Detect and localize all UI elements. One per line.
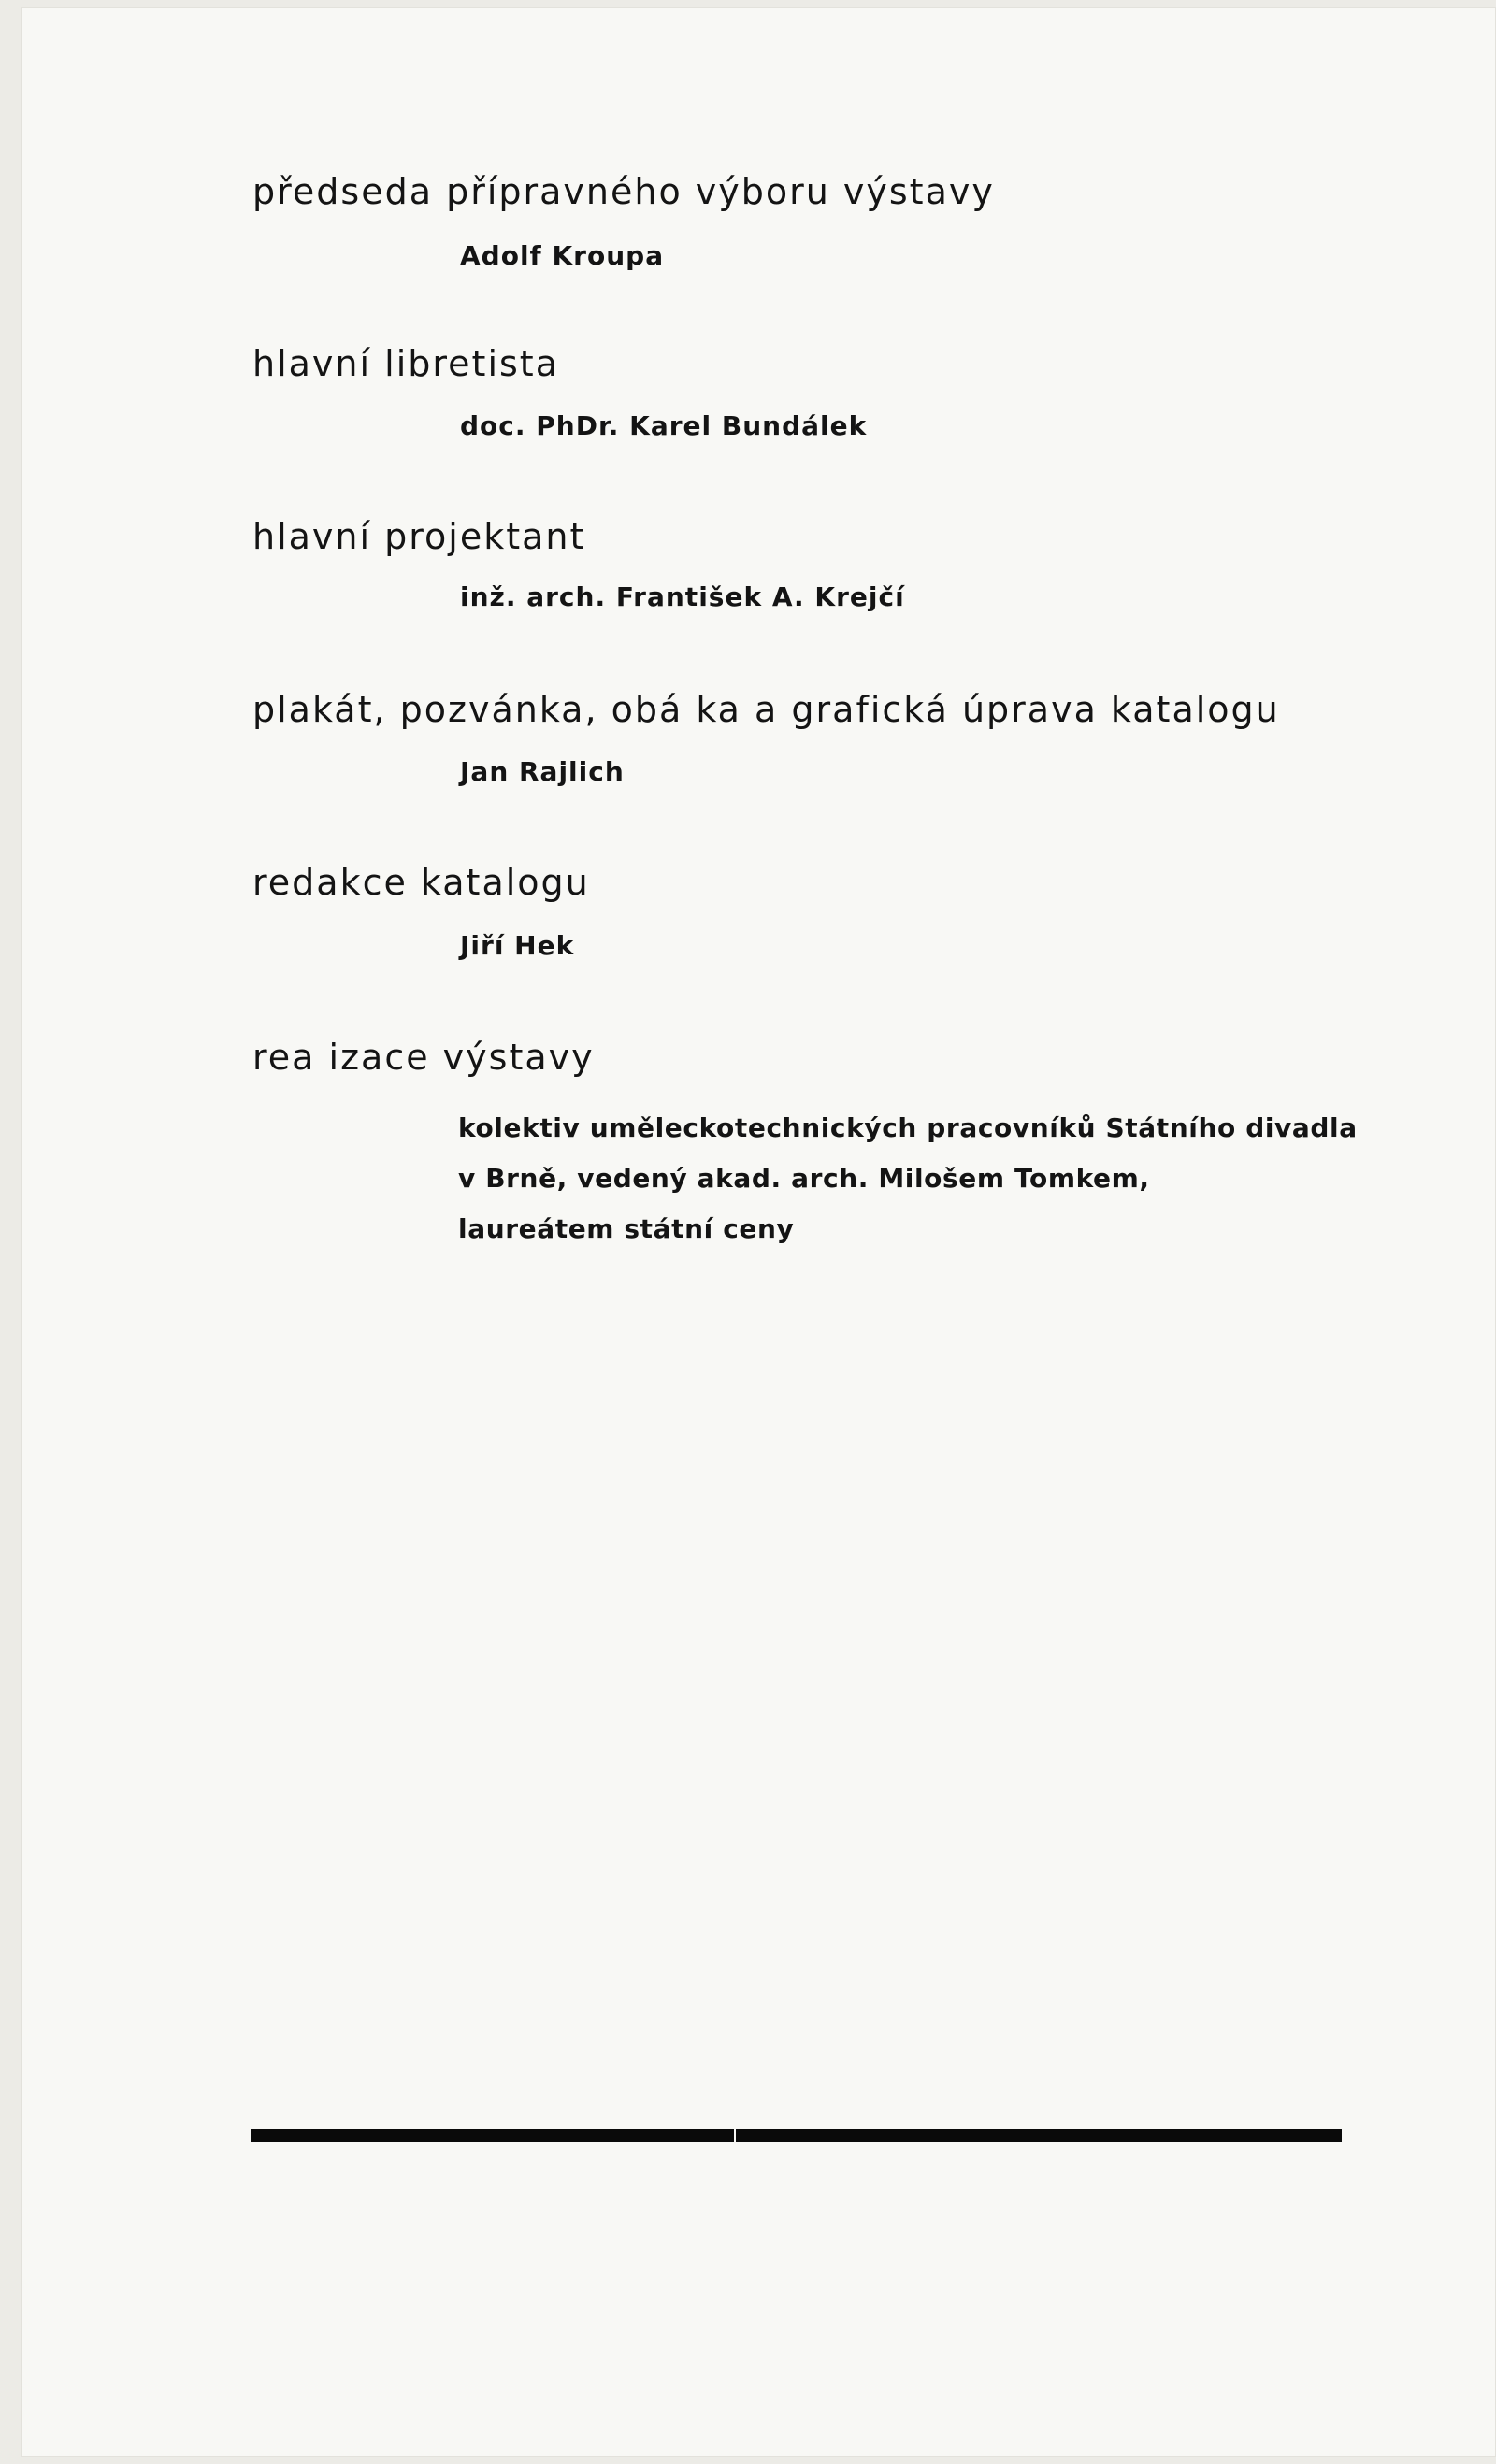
role-chief-designer: hlavní projektant bbox=[252, 516, 586, 557]
role-chief-librettist: hlavní libretista bbox=[252, 343, 559, 384]
person-catalog-editor: Jiří Hek bbox=[460, 930, 575, 961]
role-exhibition-realization: rea izace výstavy bbox=[252, 1037, 595, 1078]
decorative-rule-left bbox=[251, 2129, 734, 2142]
person-chief-designer: inž. arch. František A. Krejčí bbox=[460, 581, 905, 612]
person-exhibition-committee-chair: Adolf Kroupa bbox=[460, 240, 665, 271]
realization-team-line: kolektiv uměleckotechnických pracovníků Státního divadla bbox=[458, 1112, 1358, 1143]
decorative-rule-right bbox=[736, 2129, 1342, 2142]
realization-team-line: v Brně, vedený akad. arch. Milošem Tomkem, bbox=[458, 1163, 1150, 1194]
person-graphic-design: Jan Rajlich bbox=[460, 756, 625, 787]
person-chief-librettist: doc. PhDr. Karel Bundálek bbox=[460, 410, 868, 441]
role-exhibition-committee-chair: předseda přípravného výboru výstavy bbox=[252, 171, 995, 212]
realization-team-line: laureátem státní ceny bbox=[458, 1213, 795, 1244]
role-graphic-design: plakát, pozvánka, obá ka a grafická úprava katalogu bbox=[252, 689, 1280, 730]
role-catalog-editor: redakce katalogu bbox=[252, 862, 590, 903]
exhibition-realization-team bbox=[458, 1103, 1431, 1254]
